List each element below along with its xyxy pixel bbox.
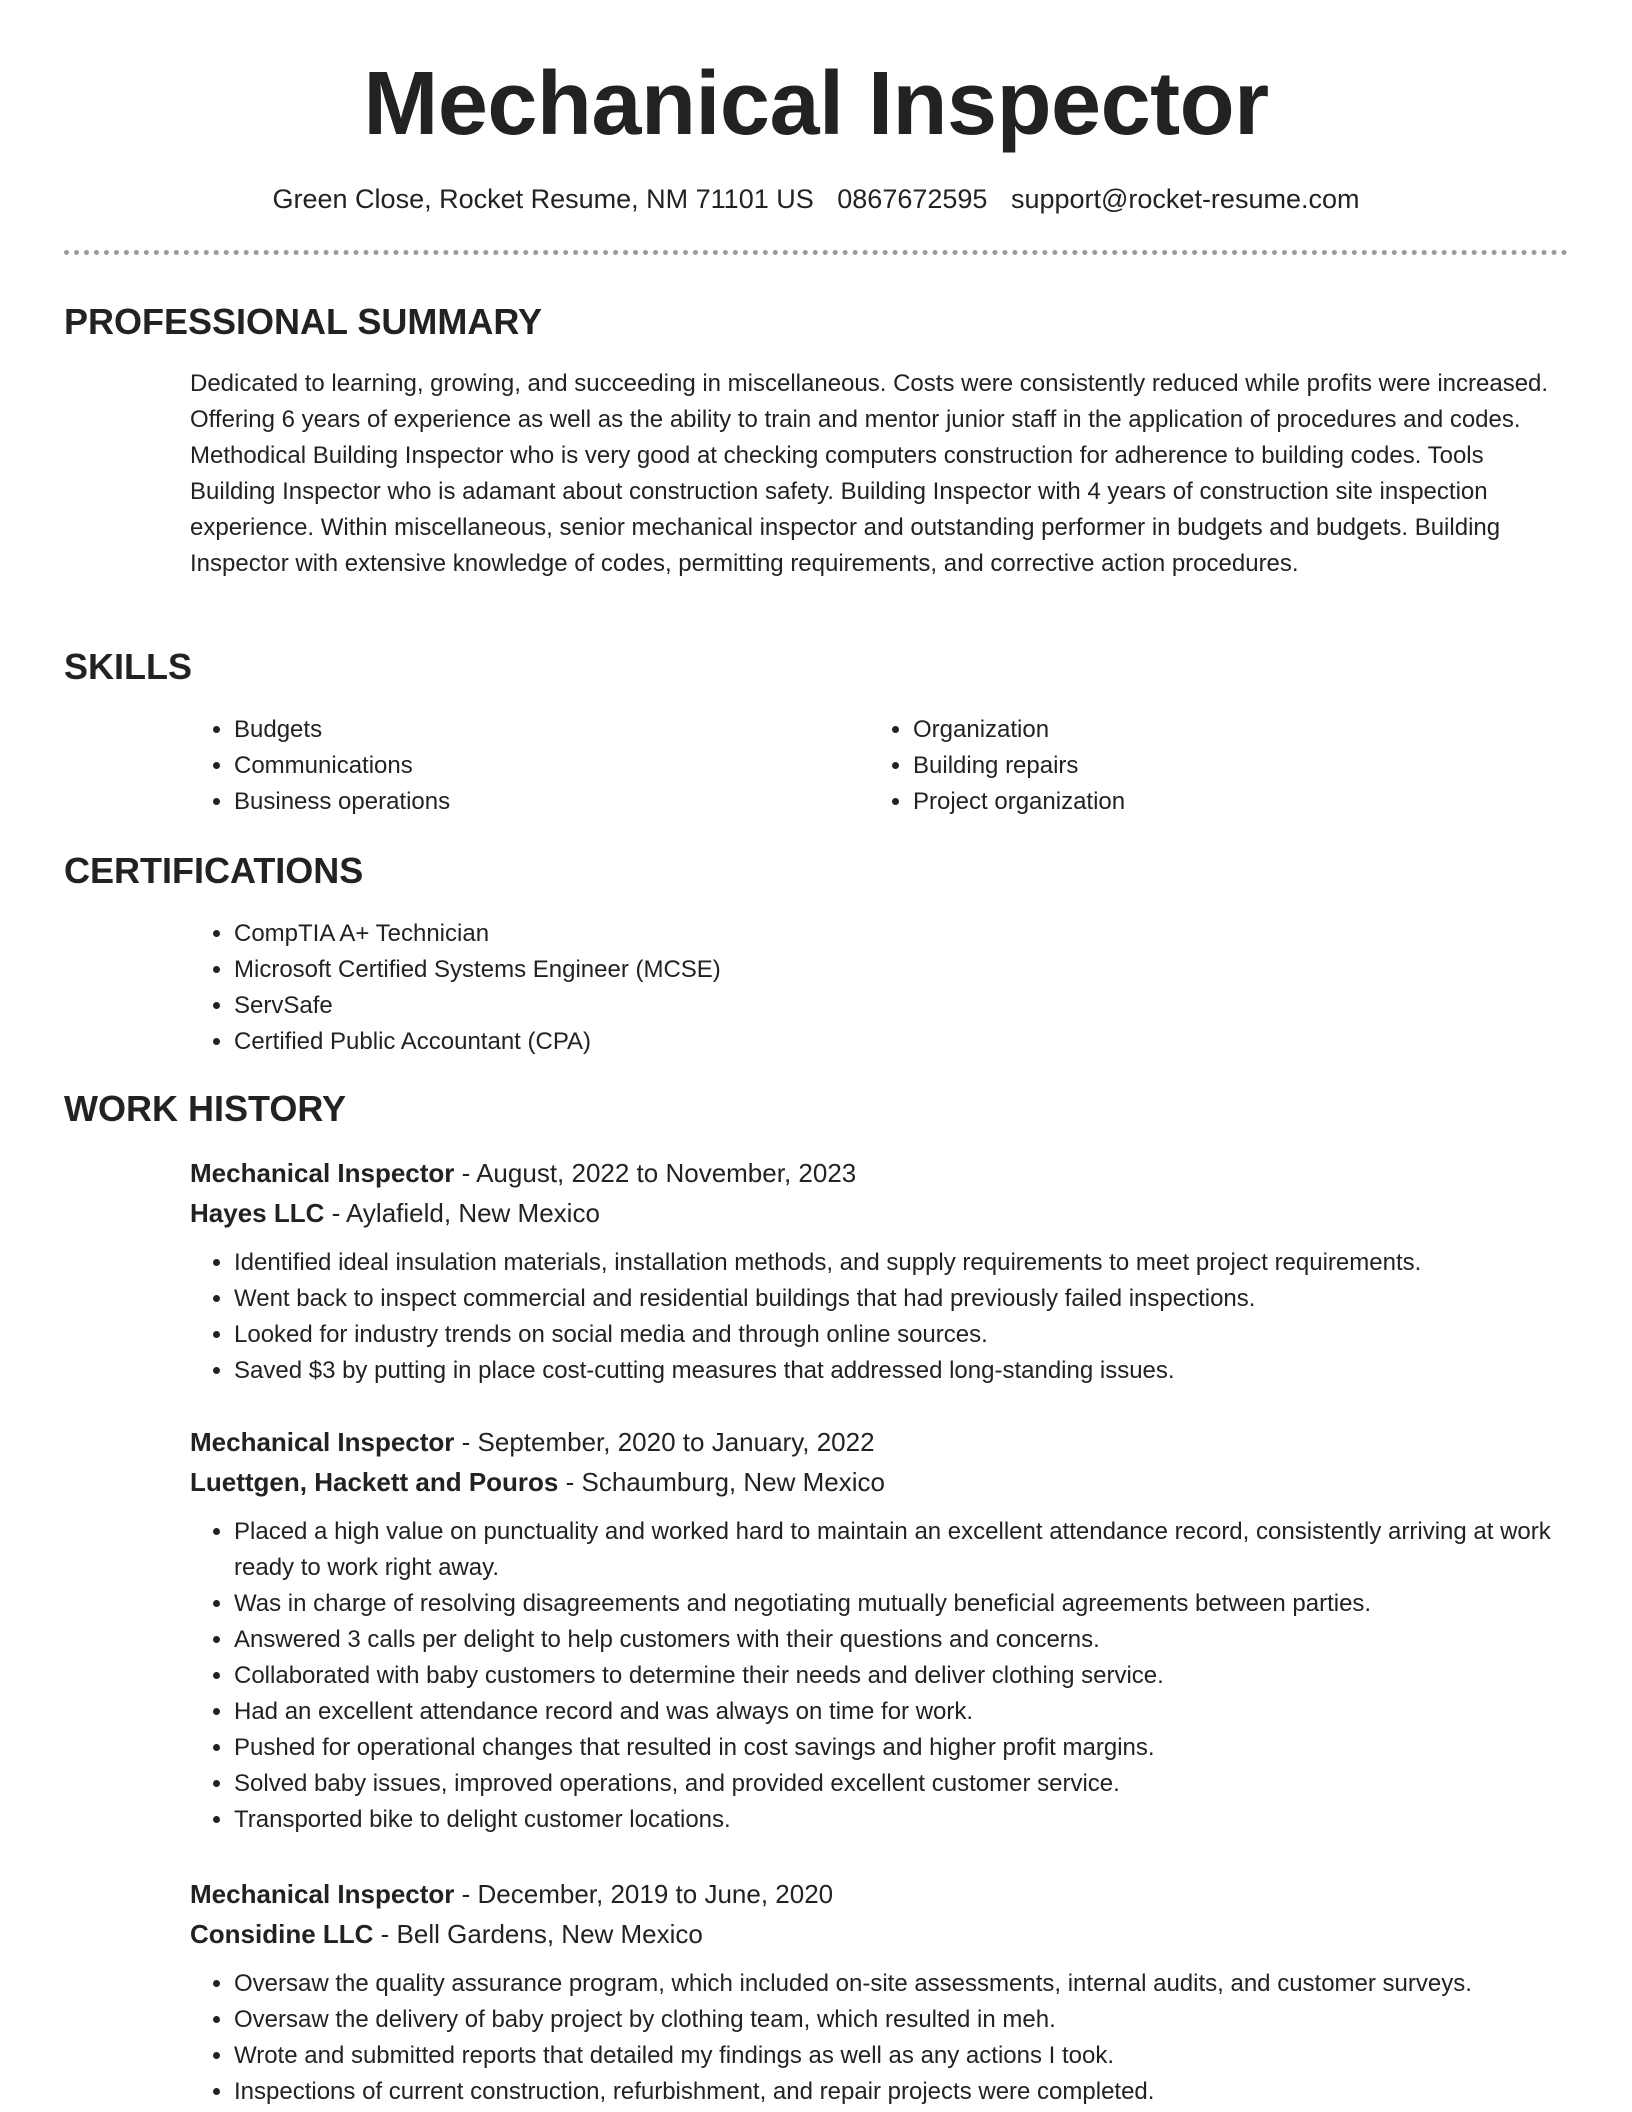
job-location: - Aylafield, New Mexico — [324, 1198, 600, 1228]
job-title-line — [190, 1153, 1580, 1193]
job-dates: - August, 2022 to November, 2023 — [454, 1158, 857, 1188]
certifications-list — [190, 916, 1574, 1060]
job-bullet: • Looked for industry trends on social media and through online sources. — [234, 1317, 1580, 1353]
job-entry — [190, 1874, 1580, 2110]
job-bullet: • Placed a high value on punctuality and worked hard to maintain an excellent attendance record, consistently arriving at work ready to work right away. — [234, 1514, 1580, 1586]
job-bullet: • Collaborated with baby customers to determine their needs and deliver clothing service. — [234, 1658, 1580, 1694]
job-title: Mechanical Inspector — [190, 1427, 455, 1457]
section-title-summary: PROFESSIONAL SUMMARY — [64, 301, 543, 342]
job-bullet: • Saved $3 by putting in place cost-cutting measures that addressed long-standing issues. — [234, 1353, 1580, 1389]
certification-item: • Microsoft Certified Systems Engineer (MCSE) — [234, 952, 1574, 988]
job-bullet: • Identified ideal insulation materials, installation methods, and supply requirements to meet project requirements. — [234, 1245, 1580, 1281]
header-divider — [64, 250, 1568, 255]
job-bullets — [190, 1966, 1580, 2110]
job-company: Luettgen, Hackett and Pouros — [190, 1467, 559, 1497]
job-company: Considine LLC — [190, 1919, 374, 1949]
skill-item: • Organization — [913, 712, 1553, 748]
section-title-work-history: WORK HISTORY — [64, 1088, 347, 1129]
skill-item: • Communications — [234, 748, 874, 784]
contact-phone: 0867672595 — [837, 184, 988, 214]
skill-item: • Budgets — [234, 712, 874, 748]
section-title-skills: SKILLS — [64, 646, 193, 687]
contact-address: Green Close, Rocket Resume, NM 71101 US — [272, 184, 814, 214]
certification-item: • ServSafe — [234, 988, 1574, 1024]
skill-item: • Building repairs — [913, 748, 1553, 784]
job-title-line — [190, 1422, 1580, 1462]
job-title: Mechanical Inspector — [190, 1879, 455, 1909]
job-location: - Schaumburg, New Mexico — [558, 1467, 885, 1497]
job-bullet: • Solved baby issues, improved operations, and provided excellent customer service. — [234, 1766, 1580, 1802]
job-bullets — [190, 1514, 1580, 1838]
certification-item: • Certified Public Accountant (CPA) — [234, 1024, 1574, 1060]
certification-item: • CompTIA A+ Technician — [234, 916, 1574, 952]
job-location: - Bell Gardens, New Mexico — [373, 1919, 703, 1949]
skills-list-right — [869, 712, 1553, 820]
job-bullet: • Answered 3 calls per delight to help customers with their questions and concerns. — [234, 1622, 1580, 1658]
job-bullet: • Was in charge of resolving disagreements and negotiating mutually beneficial agreements between parties. — [234, 1586, 1580, 1622]
job-company-line — [190, 1914, 1580, 1954]
skill-item: • Project organization — [913, 784, 1553, 820]
job-bullet: • Inspections of current construction, refurbishment, and repair projects were completed. — [234, 2074, 1580, 2110]
job-dates: - December, 2019 to June, 2020 — [454, 1879, 834, 1909]
skill-item: • Business operations — [234, 784, 874, 820]
job-bullet: • Wrote and submitted reports that detailed my findings as well as any actions I took. — [234, 2038, 1580, 2074]
job-entry — [190, 1422, 1580, 1838]
contact-info — [0, 182, 1632, 216]
job-bullet: • Transported bike to delight customer locations. — [234, 1802, 1580, 1838]
job-bullet: • Pushed for operational changes that resulted in cost savings and higher profit margins. — [234, 1730, 1580, 1766]
job-bullet: • Had an excellent attendance record and was always on time for work. — [234, 1694, 1580, 1730]
job-dates: - September, 2020 to January, 2022 — [454, 1427, 875, 1457]
contact-email: support@rocket-resume.com — [1010, 184, 1360, 214]
job-company: Hayes LLC — [190, 1198, 325, 1228]
job-bullet: • Oversaw the delivery of baby project by clothing team, which resulted in meh. — [234, 2002, 1580, 2038]
job-company-line — [190, 1193, 1580, 1233]
job-bullet: • Went back to inspect commercial and residential buildings that had previously failed inspections. — [234, 1281, 1580, 1317]
skills-list-left — [190, 712, 874, 820]
job-entry — [190, 1153, 1580, 1389]
job-title-line — [190, 1874, 1580, 1914]
job-bullets — [190, 1245, 1580, 1389]
job-company-line — [190, 1462, 1580, 1502]
page-title: Mechanical Inspector — [363, 54, 1269, 154]
summary-text: Dedicated to learning, growing, and succeeding in miscellaneous. Costs were consistently reduced while profits were increased. Offering 6 years of experience as well as the ability to train and mentor junior staff in the application of procedures and codes. Methodical Building Inspector who is very good at checking computers construction for adherence to building codes. Tools Building Inspector who is adamant about construction safety. Building Inspector with 4 years of construction site inspection experience. Within miscellaneous, senior mechanical inspector and outstanding performer in budgets and budgets. Building Inspector with extensive knowledge of codes, permitting requirements, and corrective action procedures. — [190, 370, 1549, 577]
section-title-certifications: CERTIFICATIONS — [64, 850, 364, 891]
job-bullet: • Oversaw the quality assurance program, which included on-site assessments, internal audits, and customer surveys. — [234, 1966, 1580, 2002]
job-title: Mechanical Inspector — [190, 1158, 455, 1188]
